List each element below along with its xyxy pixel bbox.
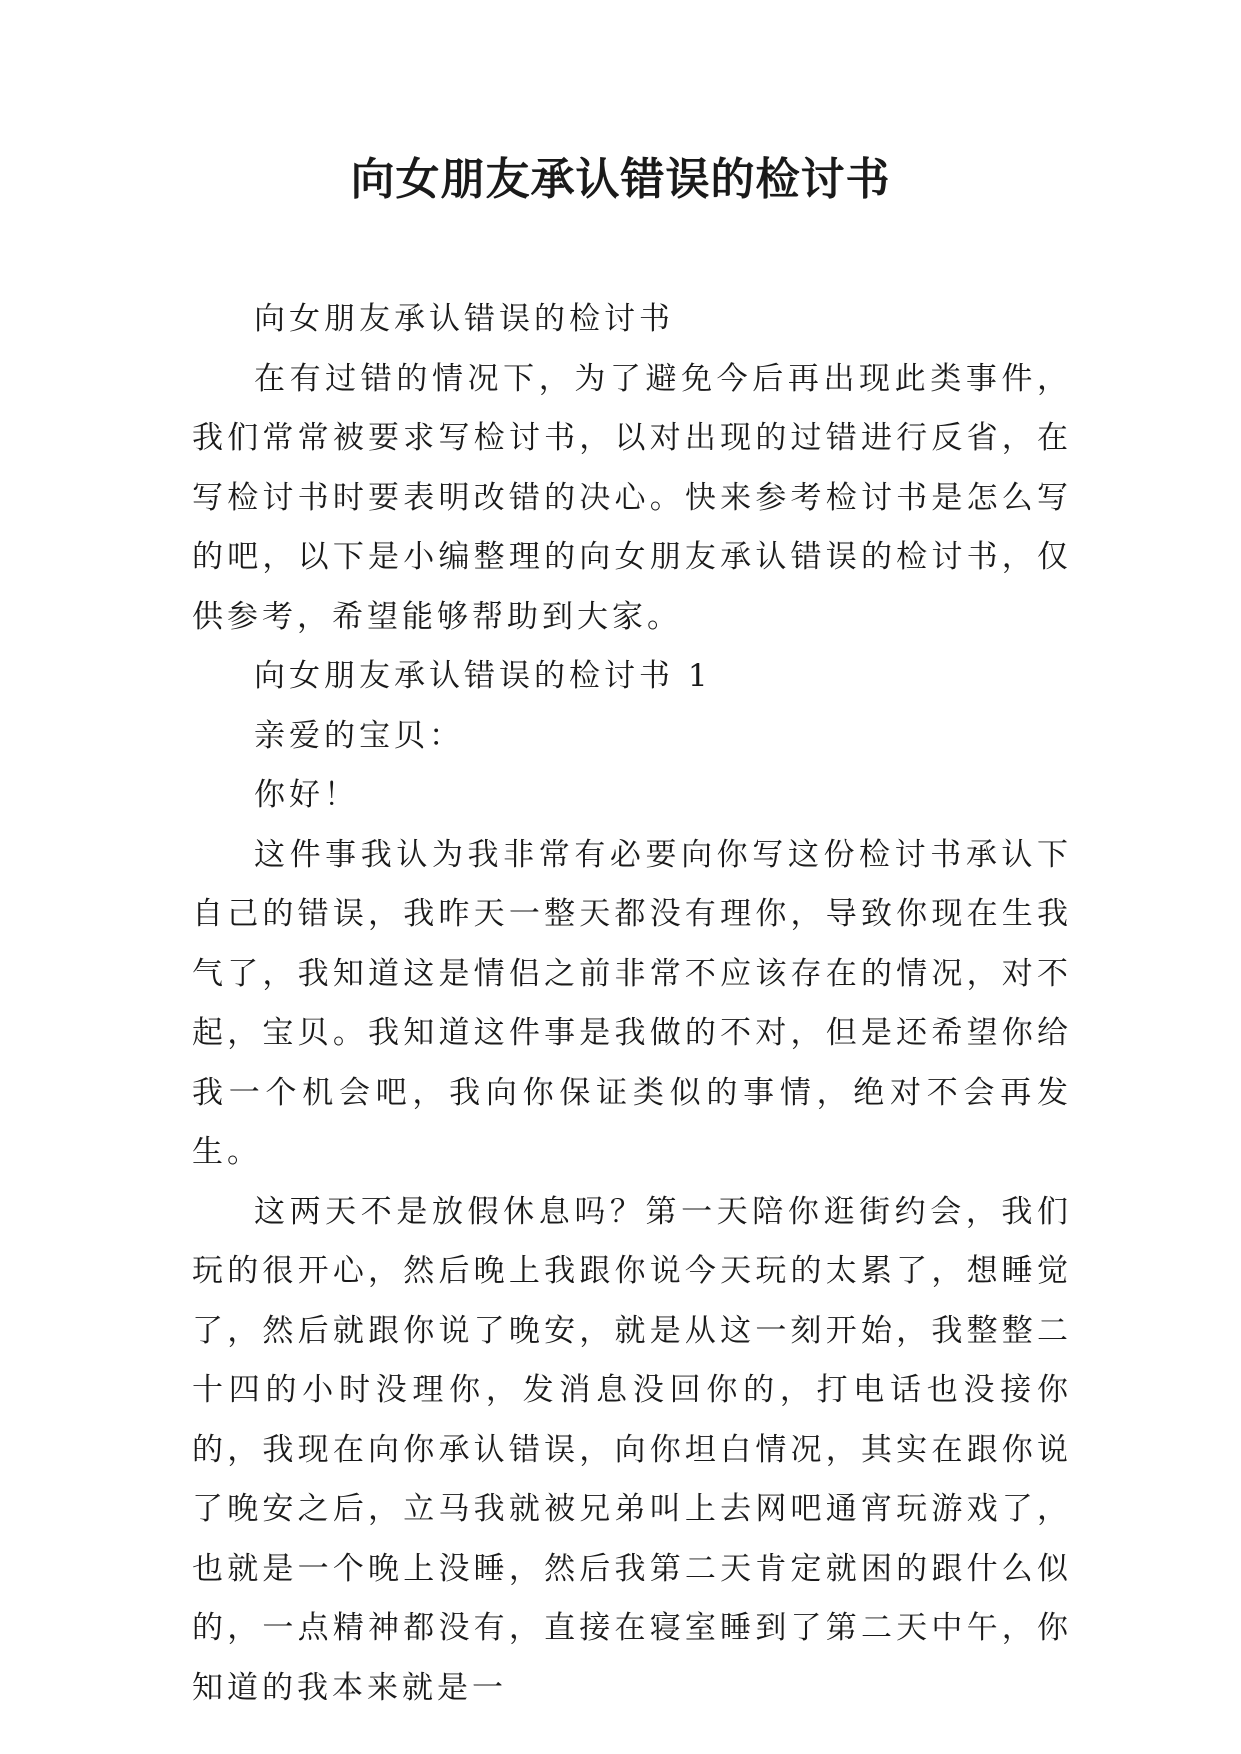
paragraph-salutation: 亲爱的宝贝： (254, 717, 464, 754)
paragraph-greeting: 你好！ (254, 777, 359, 813)
paragraph-intro: 在有过错的情况下，为了避免今后再出现此类事件，我们常常被要求写检讨书，以对出现的过错进行反省，在写检讨书时要表明改错的决心。快来参考检讨书是怎么写的吧，以下是小编整理的向女朋友承认错误的检讨书，仅供参考，希望能够帮助到大家。 (192, 360, 1072, 635)
paragraph-explanation: 这两天不是放假休息吗？第一天陪你逛街约会，我们玩的很开心，然后晚上我跟你说今天玩的太累了，想睡觉了，然后就跟你说了晚安，就是从这一刻开始，我整整二十四的小时没理你，发消息没回你的，打电话也没接你的，我现在向你承认错误，向你坦白情况，其实在跟你说了晚安之后，立马我就被兄弟叫上去网吧通宵玩游戏了，也就是一个晚上没睡，然后我第二天肯定就困的跟什么似的，一点精神都没有，直接在寝室睡到了第二天中午，你知道的我本来就是一 (192, 1193, 1072, 1706)
paragraph-apology: 这件事我认为我非常有必要向你写这份检讨书承认下自己的错误，我昨天一整天都没有理你，导致你现在生我气了，我知道这是情侣之前非常不应该存在的情况，对不起，宝贝。我知道这件事是我做的不对，但是还希望你给我一个机会吧，我向你保证类似的事情，绝对不会再发生。 (192, 836, 1072, 1170)
document-body (192, 290, 1072, 1718)
paragraph-section-heading: 向女朋友承认错误的检讨书 1 (254, 658, 712, 694)
document-title: 向女朋友承认错误的检讨书 (350, 154, 891, 205)
paragraph-subtitle: 向女朋友承认错误的检讨书 (254, 301, 674, 337)
